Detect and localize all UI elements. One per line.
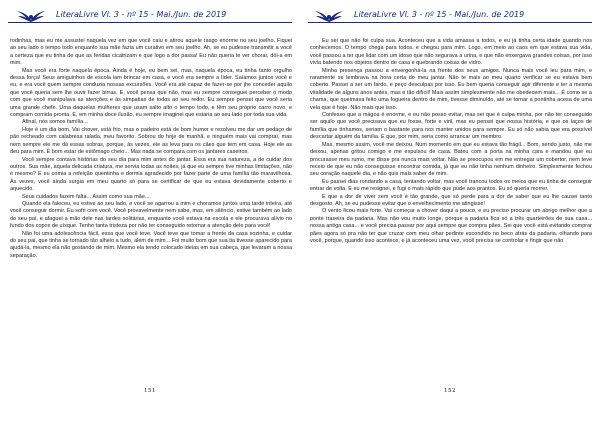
header-rule xyxy=(308,22,592,23)
page-header xyxy=(8,6,292,28)
paragraph: rodinhas, mas eu me assustei naquela vez em que você caiu e atirou aquele rasgo enorme no seu joelho. Fiquei ao seu lado o tempo todo enquanto sua mãe fazia um curativo em seu joelho. Ah, se eu pudesse transmitir a você a certeza que eu tinha de que as feridas cicatrizam e que logo a dor passa! Eu não queria te ver chorar, dói-a em mim. xyxy=(10,38,292,67)
paragraph: Você sempre contava histórias do seu dia para mim antes do jantar. Essa era sua natureza, a de cuidar dos outros. Sua mãe, aquela delicada criatura, me servia todas as noites, já que eu sempre tive minhas limitações, não é mesmo? E eu comia a refeição quentinha e dormia agradecido por fazer parte de uma família tão maravilhosa. Às vezes, você ainda surgia em meu quarto só para se certificar de que eu estava devidamente coberto e aquecido. xyxy=(10,156,292,193)
paragraph: Confesso que a mágoa é enorme, e eu não posso evitar, mas sei que é culpa minha, por não ter conseguido ser aquilo que você precisava que eu fosse, forte e viril, mas eu pensei que nossa história, e que os laços de família que tínhamos, seriam o bastante para nos manter unidos para sempre. Eu só não sabia que era possível descartar alguém da família. E que, por mim, seria como arrancar um membro. xyxy=(310,112,592,141)
page-header xyxy=(308,6,592,28)
paragraph: Mas, mesmo assim, você me deixou. Num momento em que eu estava tão frágil... Bom, sendo justo, não me deixou, apenas gritou comigo e me expulsou de casa. Bateu com a porta na minha cara e mandou que eu procurasse meu rumo, me disse pra nunca mais voltar. Não se preocupou em me entregar um cobertor, nem teve receio de que eu não conseguisse encontrar comida, já que eu não tinha nenhum dinheiro. Simplesmente fechou seu coração naquele dia, e não quis mais saber de mim. xyxy=(310,141,592,178)
page-number: 152 xyxy=(444,388,456,394)
paragraph: Eu passei dias rondando a casa, tentando voltar, mas você trancou todos os meios que eu tinha de conseguir entrar de volta. E eu me resignei, e fugi o mais rápido que pude aos prantos. Eu só queria morrer. xyxy=(310,178,592,193)
page-text xyxy=(10,38,292,260)
paragraph: Não foi uma adolescência fácil, essa que você teve. Você teve que tomar a frente da casa sozinha, e cuidar do seu pai, que tinha se tornado tão alheio a tudo, além de mim... Foi muito bom que sua tia tivesse aparecido para ajudá-la, mesmo ela não gostando de mim. Mesmo ela tendo colocado ideias em sua cabeça, que levaram a nossa separação. xyxy=(10,230,292,259)
header-rule xyxy=(8,22,292,23)
paragraph: É que a dor de viver sem você é tão grande, que só perde para a dor de saber que eu lhe causei tanto desgosto. Ah, se eu pudesse evitar que o envelhecimento me atingisse! xyxy=(310,193,592,207)
paragraph: Eu sei que não foi culpa sua. Aconteceu que a vida amassa a todos, e eu já tinha certa idade quando nos conhecemos. O tempo chega para todos, e chegou para mim. Logo, em meio ao caos em que estava sua vida, você passou a ter que lidar com um idoso que não segurava a urina, e que não enxergava grandes coisas, por isso vivia batendo nos objetos dentro de casa e quebrando coisas de vidro. xyxy=(310,38,592,67)
paragraph: O vento ficou mais forte. Vai começar a chover daqui a pouco, e eu preciso procurar um abrigo melhor que a ponte traseira da padaria. Mas não vou muito longe, porque a padaria fica só a três quarteirões de sua casa... nossa antiga casa... e você precisa passar por aqui sempre que compra pães. Sei que você está evitando comprar pães agora só pra não ter que cruzar com meu olhar pedinte escondido no beco atrás da padaria, olhando para você, porque, quando isso acontece, e já aconteceu uma vez, você precisa se controlar e fingir que não xyxy=(310,208,592,244)
paragraph: Quando ela faleceu, eu estive ao seu lado, e você se agarrou a mim e choramos juntos uma tarde inteira, até você conseguir dormir. Eu sofri com você. Você provavelmente nem sabe, mas, em silêncio, estive também ao lado do seu pai, e afaguei a mão dele nas tardes solitárias, enquanto você estava na escola e ele procurava alívio no fundo dos copos de uísque. Tenho tanta tristeza por não ter conseguido retornar a atenção dele para você! xyxy=(10,200,292,230)
header-title: LiteraLivre Vl. 3 - nº 15 - Mai./Jun. de 2019 xyxy=(354,10,525,19)
header-title: LiteraLivre Vl. 3 - nº 15 - Mai./Jun. de 2019 xyxy=(56,10,227,19)
page-text xyxy=(310,38,592,245)
paragraph: Minha presença passou a envergonhá-la na frente dos seus amigos. Nunca mais você leu para mim, e raramente se lembrava na hora certa do meu jantar. Não te mais ao meu quarto verificar se eu estava bem coberto. Passei a ser um fardo, e peço desculpas por isso. Eu bem queria conseguir agir diferente e ter a mesma vitalidade de alguns anos antes, mas é tão difícil! Mais assim simplesmente não me obedecem mais... É como se a chama, que queimava feito uma fogueira dentro de mim, tivesse diminuído, até se tornar a pontinha acesa de uma vela que é hoje. Não mais que isso. xyxy=(310,67,592,111)
paragraph: Hoje é um dia bom. Vai chover, está frio, mas o padeiro está de bom humor e resolveu me dar um pedaço de pão recheado com calabresa ralada, meu favorito. Sobrou do hoje de manhã, e ninguém mais vai comprar, mas nem sempre ele me dá essas sobras, porque, às vezes, ele as leva para os cães que tem em casa. Hoje ele as deu para mim. É bom estar de estômago cheio... Mas nada se compara com os jantares caseiros. xyxy=(10,126,292,156)
page-number: 151 xyxy=(144,388,156,394)
paragraph: Mas você era forte naquela época. Ainda é hoje, eu bem sei, mas, naquela época, eu tinha tanto orgulho dessa força! Seus amiguinhos de escola iam brincar em casa, e você era sempre a líder. Saíamos juntos você e eu, e era você quem sempre conduzia nossas excursões. Você era até capaz de fazer-se por jhe conceder aquilo que você queria sem lhe ouvir fazer birras. E, você pensa que não, mas eu sempre conseguei perceber o modo com que você manipulava as atenções e às simpatias de todos ao seu redor. Eu sempre pensei que você seria uma grande chefe. Uma daquelas mulheres que usam salto alto o tempo todo, e têm seu próprio carro novo, e compram comida pronta. E, em minha doce ilusão, eu sempre imaginei que estaria ao seu lado por toda sua vida. xyxy=(10,67,292,119)
right-page xyxy=(300,0,600,424)
paragraph: Seus cuidados fazem falta... Assim como sua mãe... xyxy=(22,193,150,200)
paragraph: Afinal, nós somos família... xyxy=(22,119,88,126)
